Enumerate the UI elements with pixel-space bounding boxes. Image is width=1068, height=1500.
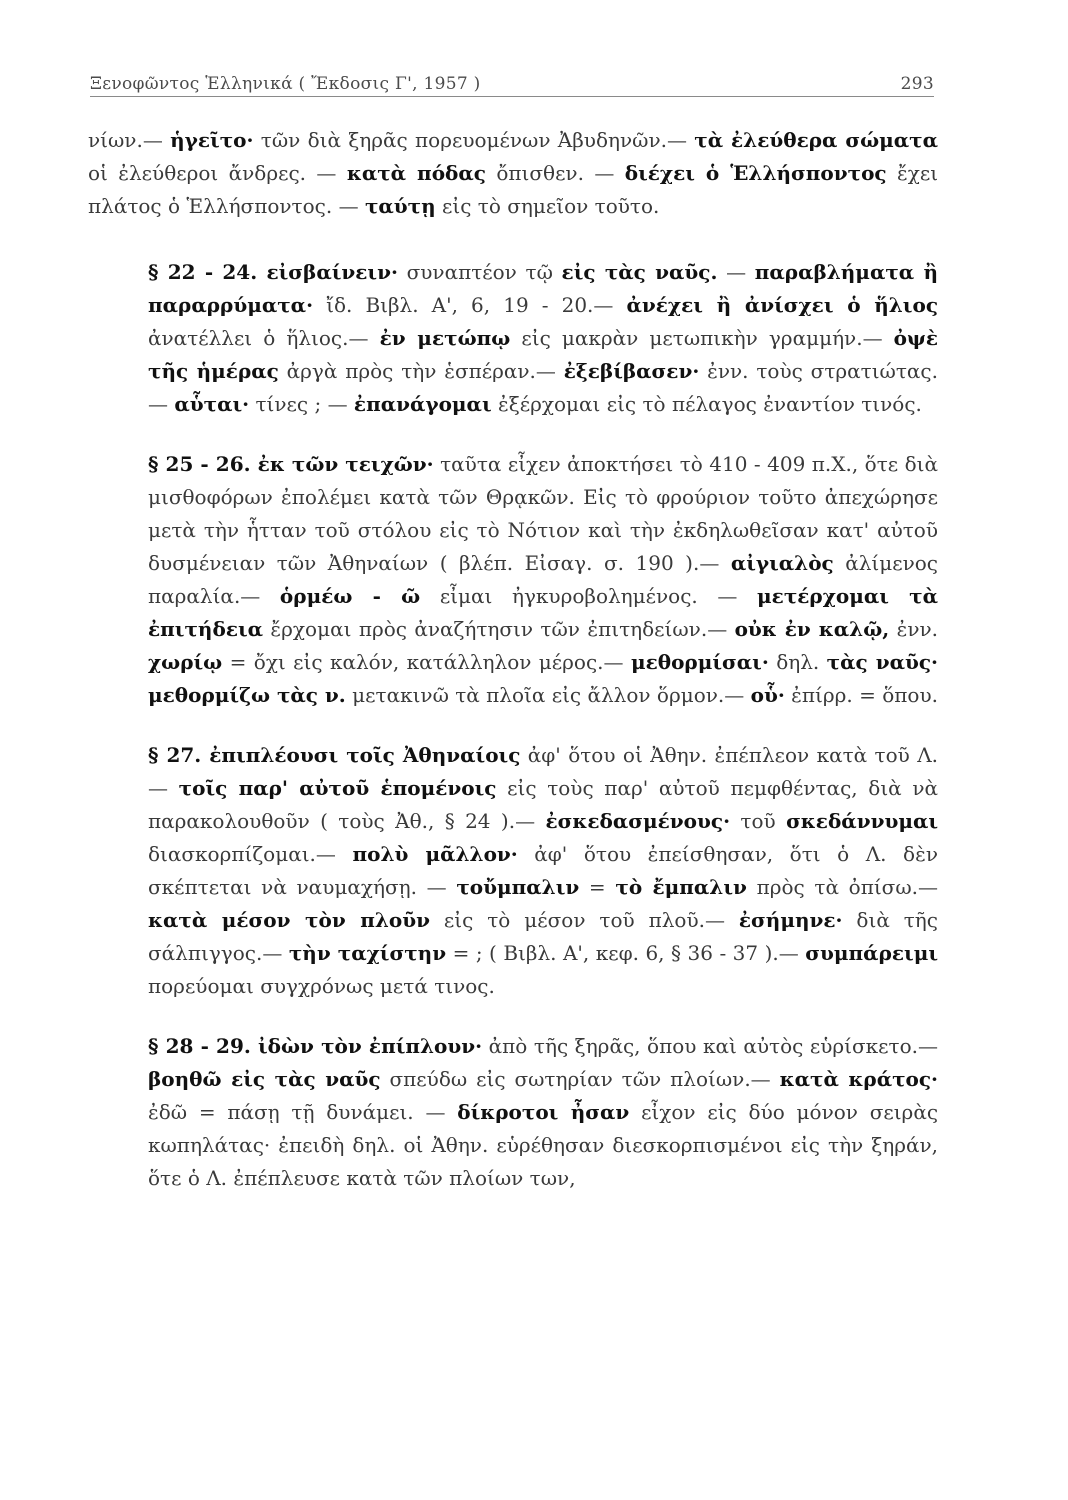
dash-separator: —	[348, 326, 380, 350]
gloss: ἀφ' ὅτου οἱ Ἀθην. ἐπέπλεον κατὰ τοῦ Λ.	[520, 743, 939, 767]
section-number: § 27.	[148, 743, 210, 767]
dash-separator: —	[594, 161, 625, 185]
dash-separator: —	[148, 392, 175, 416]
paragraph-section-25-26	[88, 448, 938, 712]
lemma: ταύτῃ	[364, 194, 436, 218]
lemma: τοῖς παρ' αὐτοῦ ἑπομένοις	[178, 776, 497, 800]
gloss: διὰ τῆς σάλπιγγος.	[148, 908, 938, 965]
lemma: ὀψὲ τῆς ἡμέρας	[148, 326, 938, 383]
paragraph-section-22-24	[88, 256, 938, 421]
lemma: δίκροτοι ἦσαν	[457, 1100, 630, 1124]
dash-separator: —	[535, 359, 564, 383]
dash-separator: —	[425, 1100, 458, 1124]
lemma: κατὰ πόδας	[346, 161, 486, 185]
paragraph-section-27	[88, 739, 938, 1003]
lemma: τὴν ταχίστην	[288, 941, 447, 965]
lemma: κατὰ κράτος·	[779, 1067, 939, 1091]
lemma: τοὔμπαλιν	[456, 875, 580, 899]
dash-separator: —	[778, 941, 806, 965]
gloss: ἀλίμενος παραλία.	[148, 551, 938, 608]
dash-separator: —	[315, 842, 353, 866]
lemma: εἰσβαίνειν·	[266, 260, 398, 284]
gloss: σπεύδω εἰς σωτηρίαν τῶν πλοίων.	[380, 1067, 751, 1091]
gloss: μετακινῶ τὰ πλοῖα εἰς ἄλλον ὅρμον.	[345, 683, 725, 707]
gloss: ἀνατέλλει ὁ ἥλιος.	[148, 326, 349, 350]
gloss: ἐνν. τοὺς στρατιώτας.	[699, 359, 938, 383]
gloss: εἰς τὸ μέσον τοῦ πλοῦ.	[430, 908, 705, 932]
header-rule	[90, 96, 934, 97]
gloss: ἀπὸ τῆς ξηρᾶς, ὅπου καὶ αὐτὸς εὑρίσκετο.	[482, 1034, 918, 1058]
lemma: χωρίῳ	[148, 650, 223, 674]
gloss: ἴδ. Βιβλ. Α', 6, 19 - 20.	[313, 293, 594, 317]
dash-separator: —	[717, 260, 755, 284]
gloss: δηλ.	[768, 650, 827, 674]
lemma: ἐκ τῶν τειχῶν·	[257, 452, 434, 476]
dash-separator: —	[316, 161, 347, 185]
lemma: τὰς ναῦς· μεθορμίζω τὰς ν.	[148, 650, 938, 707]
dash-separator: —	[262, 941, 289, 965]
gloss: εἰς τοὺς παρ' αὐτοῦ πεμφθέντας, διὰ νὰ παρακολουθοῦν ( τοὺς Ἀθ., § 24 ).	[148, 776, 938, 833]
lemma: ἰδὼν τὸν ἐπίπλουν·	[258, 1034, 483, 1058]
gloss: ἔρχομαι πρὸς ἀναζήτησιν τῶν ἐπιτηδείων.	[263, 617, 708, 641]
dash-separator: —	[707, 617, 735, 641]
gloss: ἔχει πλάτος ὁ Ἑλλήσποντος.	[88, 161, 939, 218]
lemma: εἰς τὰς ναῦς.	[561, 260, 718, 284]
gloss: εἶμαι ἠγκυροβολημένος.	[420, 584, 718, 608]
dash-separator: —	[699, 551, 731, 575]
gloss: νίων.	[88, 128, 143, 152]
dash-separator: —	[327, 392, 354, 416]
gloss: εἰς τὸ σημεῖον τοῦτο.	[435, 194, 660, 218]
lemma: βοηθῶ εἰς τὰς ναῦς	[148, 1067, 381, 1091]
lemma: ἀνέχει ἢ ἀνίσχει ὁ ἥλιος	[626, 293, 938, 317]
lemma: σκεδάννυμαι	[786, 809, 939, 833]
gloss: = ὄχι εἰς καλόν, κατάλληλον μέρος.	[222, 650, 604, 674]
gloss: τῶν διὰ ξηρᾶς πορευομένων Ἀβυδηνῶν.	[253, 128, 667, 152]
dash-separator: —	[862, 326, 894, 350]
lemma: ὁρμέω - ῶ	[279, 584, 421, 608]
gloss: πρὸς τὰ ὀπίσω.	[746, 875, 919, 899]
lemma: ἐσκεδασμένους·	[545, 809, 731, 833]
gloss: διασκορπίζομαι.	[148, 842, 316, 866]
dash-separator: —	[750, 1067, 780, 1091]
paragraph-section-28-29	[88, 1030, 938, 1195]
dash-separator: —	[918, 1034, 938, 1058]
gloss: ὄπισθεν.	[485, 161, 595, 185]
gloss: οἱ ἐλεύθεροι ἄνδρες.	[88, 161, 317, 185]
paragraph-continuation	[88, 124, 938, 223]
lemma: κατὰ μέσον τὸν πλοῦν	[148, 908, 430, 932]
gloss: = ; ( Βιβλ. Α', κεφ. 6, § 36 - 37 ).	[446, 941, 779, 965]
lemma: πολὺ μᾶλλον·	[352, 842, 518, 866]
dash-separator: —	[724, 683, 751, 707]
lemma: ἐπανάγομαι	[353, 392, 492, 416]
section-number: § 25 - 26.	[148, 452, 258, 476]
lemma: ἡγεῖτο·	[170, 128, 254, 152]
lemma: συμπάρειμι	[805, 941, 939, 965]
gloss: πορεύομαι συγχρόνως μετά τινος.	[148, 974, 495, 998]
lemma: ἐξεβίβασεν·	[563, 359, 700, 383]
gloss: ἀφ' ὅτου ἐπείσθησαν, ὅτι ὁ Λ. δὲν σκέπτεται νὰ ναυμαχήσῃ.	[148, 842, 938, 899]
gloss: συναπτέον τῷ	[397, 260, 562, 284]
gloss: εἶχον εἰς δύο μόνον σειρὰς κωπηλάτας· ἐπειδὴ δηλ. οἱ Ἀθην. εὑρέθησαν διεσκορπισμένοι εἰς τὴν ξηράν, ὅτε ὁ Λ. ἐπέπλευσε κατὰ τῶν πλοίων των,	[148, 1100, 939, 1190]
dash-separator: —	[666, 128, 695, 152]
lemma: μετέρχομαι τὰ ἐπιτήδεια	[148, 584, 939, 641]
section-number: § 22 - 24.	[148, 260, 267, 284]
dash-separator: —	[593, 293, 627, 317]
dash-separator: —	[603, 650, 631, 674]
dash-separator: —	[338, 194, 365, 218]
gloss: τοῦ	[730, 809, 787, 833]
lemma: οὐκ ἐν καλῷ,	[734, 617, 890, 641]
dash-separator: —	[717, 584, 758, 608]
page-number: 293	[900, 74, 934, 94]
gloss: εἰς μακρὰν μετωπικὴν γραμμήν.	[510, 326, 863, 350]
lemma: αὗται·	[174, 392, 250, 416]
dash-separator: —	[918, 875, 939, 899]
gloss: ἐνν.	[889, 617, 939, 641]
lemma: τὰ ἐλεύθερα σώματα	[694, 128, 938, 152]
dash-separator: —	[148, 776, 179, 800]
gloss: =	[579, 875, 616, 899]
lemma: ἐν μετώπῳ	[379, 326, 511, 350]
dash-separator: —	[142, 128, 171, 152]
lemma: μεθορμίσαι·	[630, 650, 769, 674]
gloss: ταῦτα εἶχεν ἀποκτήσει τὸ 410 - 409 π.Χ., ὅτε διὰ μισθοφόρων ἐπολέμει κατὰ τῶν Θρᾳκῶν. Εἰς τὸ φρούριον τοῦτο ἀπεχώρησε μετὰ τὴν ἧτταν τοῦ στόλου εἰς τὸ Νότιον καὶ τὴν ἐκδηλωθεῖσαν κατ' αὐτοῦ δυσμένειαν τῶν Ἀθηναίων ( βλέπ. Εἰσαγ. σ. 190 ).	[148, 452, 938, 575]
lemma: ἐπιπλέουσι τοῖς Ἀθηναίοις	[209, 743, 521, 767]
lemma: αἰγιαλὸς	[730, 551, 834, 575]
section-number: § 28 - 29.	[148, 1034, 258, 1058]
lemma: ἐσήμηνε·	[738, 908, 843, 932]
dash-separator: —	[704, 908, 739, 932]
dash-separator: —	[426, 875, 457, 899]
gloss: ἐξέρχομαι εἰς τὸ πέλαγος ἐναντίον τινός.	[491, 392, 922, 416]
lemma: παραβλήματα ἢ παραρρύματα·	[148, 260, 938, 317]
gloss: ἀργὰ πρὸς τὴν ἑσπέραν.	[278, 359, 536, 383]
dash-separator: —	[515, 809, 546, 833]
gloss: ἐδῶ = πάσῃ τῇ δυνάμει.	[148, 1100, 426, 1124]
gloss: ἐπίρρ. = ὅπου.	[784, 683, 938, 707]
commentary-body	[88, 124, 938, 1222]
lemma: διέχει ὁ Ἑλλήσποντος	[624, 161, 887, 185]
lemma: τὸ ἔμπαλιν	[615, 875, 747, 899]
lemma: οὗ·	[750, 683, 785, 707]
running-title: Ξενοφῶντος Ἑλληνικά ( Ἔκδοσις Γ', 1957 )	[90, 74, 481, 94]
gloss: τίνες ;	[249, 392, 328, 416]
dash-separator: —	[240, 584, 280, 608]
